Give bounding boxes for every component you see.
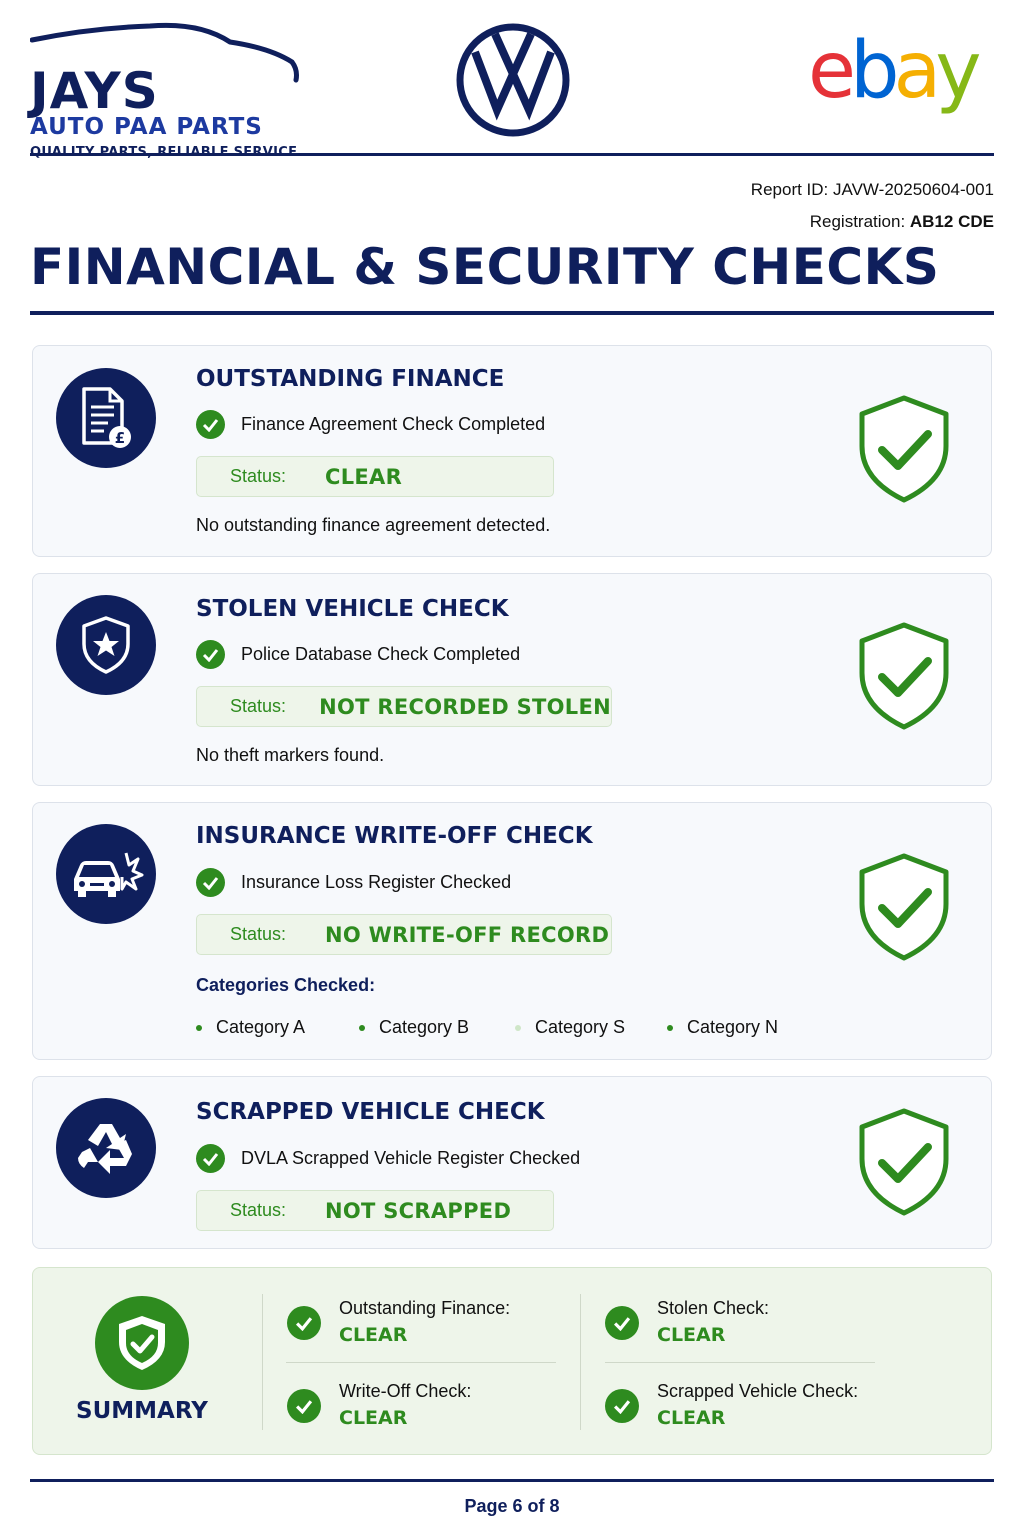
categories-title: Categories Checked:: [196, 975, 376, 995]
writeoff-card: [32, 802, 992, 1060]
shield-check-icon: [856, 1107, 952, 1217]
finance-status-box: [196, 456, 554, 497]
check-icon: [196, 868, 225, 897]
summary-item-stolen: [605, 1296, 769, 1350]
report-id-line: [751, 174, 994, 206]
finance-card: [32, 345, 992, 557]
category-item: [667, 1017, 778, 1038]
category-label: Category B: [379, 1017, 470, 1037]
status-label: Status:: [230, 1200, 287, 1220]
police-badge-icon: [56, 595, 156, 695]
status-label: Status:: [230, 696, 287, 716]
summary-item-text: [657, 1379, 858, 1433]
summary-item-text: [657, 1296, 769, 1350]
summary-item-value: CLEAR: [339, 1407, 408, 1429]
page-title: FINANCIAL & SECURITY CHECKS: [30, 238, 940, 296]
bullet-dot: [196, 1025, 202, 1031]
ebay-letter-a: a: [893, 26, 936, 116]
stolen-check-text: Police Database Check Completed: [241, 644, 521, 664]
ebay-letter-e: e: [808, 26, 850, 116]
ebay-logo: [808, 26, 976, 116]
stolen-check-line: [196, 640, 520, 669]
summary-item-writeoff: [287, 1379, 471, 1433]
scrapped-check-line: [196, 1144, 580, 1173]
summary-item-label: Stolen Check:: [657, 1298, 770, 1318]
summary-divider: [262, 1294, 263, 1430]
report-id-value: JAVW-20250604-001: [833, 180, 994, 199]
recycle-icon: [56, 1098, 156, 1198]
category-label: Category S: [535, 1017, 626, 1037]
summary-item-value: CLEAR: [339, 1324, 408, 1346]
summary-item-label: Write-Off Check:: [339, 1381, 472, 1401]
stolen-status-box: [196, 686, 612, 727]
header: [30, 0, 994, 156]
summary-divider: [580, 1294, 581, 1430]
title-divider: [30, 311, 994, 315]
page-number: Page 6 of 8: [464, 1496, 560, 1516]
check-icon: [196, 410, 225, 439]
summary-item-value: CLEAR: [657, 1324, 726, 1346]
stolen-status-value: NOT RECORDED STOLEN: [319, 694, 611, 719]
finance-check-text: Finance Agreement Check Completed: [241, 414, 546, 434]
summary-item-label: Scrapped Vehicle Check:: [657, 1381, 859, 1401]
check-icon: [196, 1144, 225, 1173]
registration-line: [751, 206, 994, 238]
summary-item-text: [339, 1379, 471, 1433]
brand-name: JAYS: [30, 62, 159, 120]
shield-check-icon: [856, 621, 952, 731]
category-label: Category A: [216, 1017, 306, 1037]
jays-logo: [30, 18, 330, 148]
summary-item-label: Outstanding Finance:: [339, 1298, 511, 1318]
writeoff-status-value: NO WRITE-OFF RECORD: [325, 922, 610, 947]
finance-title: OUTSTANDING FINANCE: [196, 366, 505, 392]
bullet-dot: [667, 1025, 673, 1031]
check-icon: [287, 1389, 321, 1423]
car-crash-icon: [56, 824, 156, 924]
summary-row-divider: [286, 1362, 556, 1363]
category-item: [359, 1017, 469, 1038]
stolen-card: [32, 573, 992, 786]
header-divider: [30, 153, 994, 156]
registration-label: Registration:: [809, 212, 906, 231]
report-meta: [751, 174, 994, 238]
ebay-letter-b: b: [850, 26, 894, 116]
stolen-note: No theft markers found.: [196, 745, 385, 765]
footer-divider: [30, 1479, 994, 1482]
summary-row-divider: [605, 1362, 875, 1363]
check-icon: [605, 1389, 639, 1423]
shield-check-icon: [856, 394, 952, 504]
vw-logo-icon: [455, 22, 571, 138]
summary-label: SUMMARY: [76, 1398, 208, 1424]
svg-text:£: £: [114, 429, 126, 447]
summary-item-text: [339, 1296, 510, 1350]
summary-shield-icon: [95, 1296, 189, 1390]
scrapped-title: SCRAPPED VEHICLE CHECK: [196, 1099, 545, 1125]
shield-check-icon: [856, 852, 952, 962]
report-id-label: Report ID:: [750, 180, 829, 199]
ebay-letter-y: y: [935, 26, 976, 116]
finance-note: No outstanding finance agreement detected.: [196, 515, 551, 535]
writeoff-check-line: [196, 868, 511, 897]
check-icon: [287, 1306, 321, 1340]
bullet-dot: [359, 1025, 365, 1031]
summary-panel: [32, 1267, 992, 1455]
summary-item-scrapped: [605, 1379, 858, 1433]
writeoff-status-box: [196, 914, 612, 955]
registration-value: AB12 CDE: [909, 212, 994, 231]
summary-item-value: CLEAR: [657, 1407, 726, 1429]
category-label: Category N: [687, 1017, 779, 1037]
category-item: [515, 1017, 625, 1038]
stolen-title: STOLEN VEHICLE CHECK: [196, 596, 509, 622]
finance-status-value: CLEAR: [325, 464, 403, 489]
status-label: Status:: [230, 466, 287, 486]
writeoff-title: INSURANCE WRITE-OFF CHECK: [196, 823, 593, 849]
brand-subtitle: AUTO PAA PARTS: [30, 114, 263, 140]
scrapped-status-box: [196, 1190, 554, 1231]
scrapped-status-value: NOT SCRAPPED: [325, 1198, 512, 1223]
bullet-dot: [515, 1025, 521, 1031]
category-item: [196, 1017, 305, 1038]
finance-check-line: [196, 410, 545, 439]
writeoff-check-text: Insurance Loss Register Checked: [241, 872, 512, 892]
finance-document-icon: [56, 368, 156, 468]
summary-item-finance: [287, 1296, 510, 1350]
check-icon: [605, 1306, 639, 1340]
check-icon: [196, 640, 225, 669]
scrapped-card: [32, 1076, 992, 1249]
scrapped-check-text: DVLA Scrapped Vehicle Register Checked: [241, 1148, 581, 1168]
status-label: Status:: [230, 924, 287, 944]
